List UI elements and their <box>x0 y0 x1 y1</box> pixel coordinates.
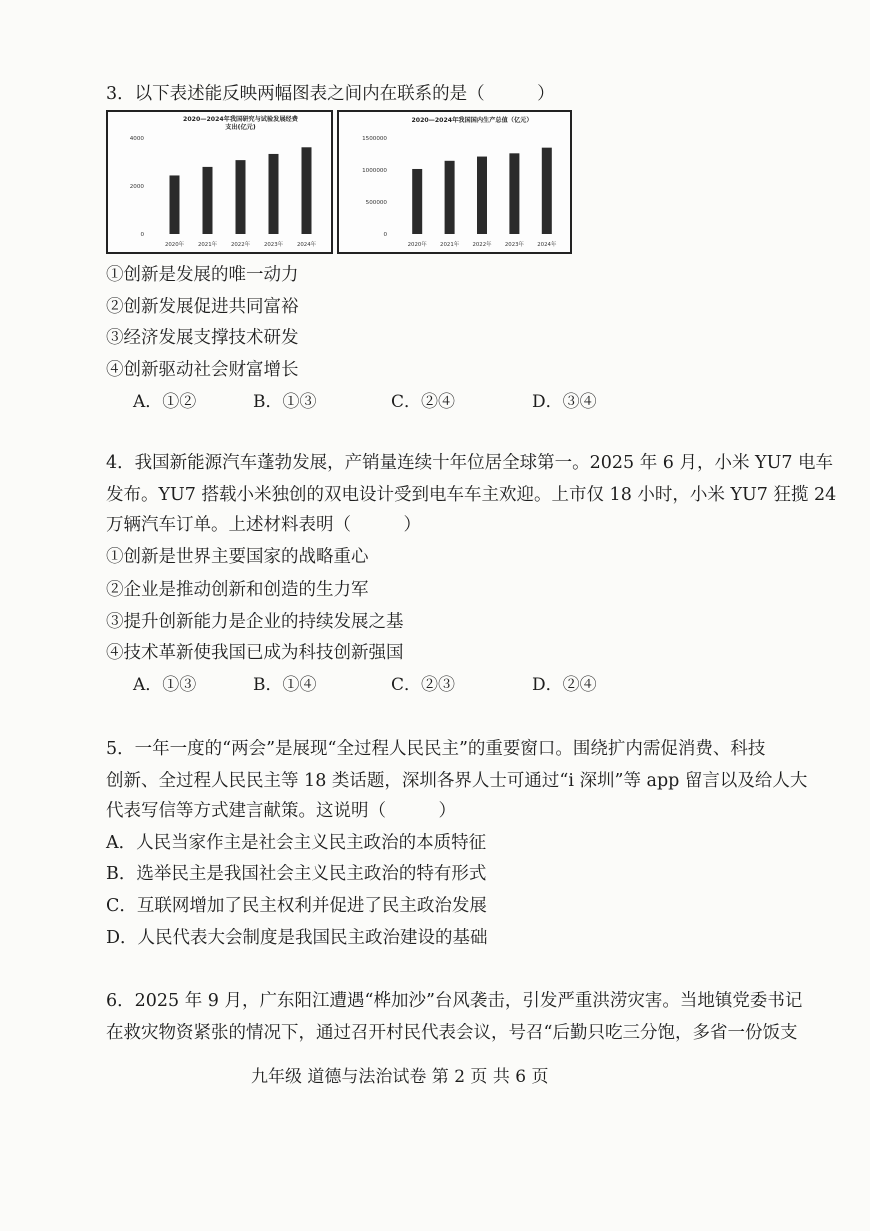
x-tick-label: 2021年 <box>197 242 218 248</box>
x-tick-label: 2020年 <box>407 242 427 248</box>
q6-line-2: 在救灾物资紧张的情况下，通过召开村民代表会议，号召“后勤只吃三分饱，多省一份饭支 <box>106 1023 798 1043</box>
q4-item-4: ④技术革新使我国已成为科技创新强国 <box>106 643 404 663</box>
q3-choice-c[interactable]: C．②④ <box>391 392 456 412</box>
q5-option-a[interactable]: A．人民当家作主是社会主义民主政治的本质特征 <box>106 833 487 853</box>
y-tick-label: 500000 <box>365 200 387 206</box>
q4-choice-b[interactable]: B．①④ <box>253 675 317 695</box>
q4-item-2: ②企业是推动创新和创造的生力军 <box>106 580 369 600</box>
bar <box>509 153 519 234</box>
q4-line-2: 发布。YU7 搭载小米独创的双电设计受到电车车主欢迎。上市仅 18 小时，小米 YU7 狂揽 24 <box>106 485 837 505</box>
q4-choice-c[interactable]: C．②③ <box>391 675 456 695</box>
q5-line-3: 代表写信等方式建言献策。这说明（ ） <box>106 801 456 821</box>
q4-line-3: 万辆汽车订单。上述材料表明（ ） <box>106 515 421 535</box>
bar <box>203 167 213 234</box>
bar <box>302 147 312 234</box>
q5-line-2: 创新、全过程人民民主等 18 类话题，深圳各界人士可通过“i 深圳”等 app 留言以及给人大 <box>106 771 808 791</box>
q5-option-c[interactable]: C．互联网增加了民主权利并促进了民主政治发展 <box>106 896 487 916</box>
q4-choice-a[interactable]: A．①③ <box>133 675 197 695</box>
q5-option-d[interactable]: D．人民代表大会制度是我国民主政治建设的基础 <box>106 928 488 948</box>
bar <box>542 148 552 234</box>
x-tick-label: 2022年 <box>472 242 492 248</box>
bar <box>236 160 246 234</box>
x-tick-label: 2023年 <box>263 242 284 248</box>
chart-title: 支出(亿元) <box>225 124 256 131</box>
y-tick-label: 2000 <box>129 184 144 190</box>
chart-gdp <box>337 110 572 254</box>
q3-item-3: ③经济发展支撑技术研发 <box>106 328 299 348</box>
y-tick-label: 0 <box>140 232 144 238</box>
bar <box>477 157 487 234</box>
q5-line-1: 5．一年一度的“两会”是展现“全过程人民民主”的重要窗口。围绕扩内需促消费、科技 <box>106 739 766 759</box>
y-tick-label: 0 <box>383 232 387 238</box>
q3-item-2: ②创新发展促进共同富裕 <box>106 297 299 317</box>
y-tick-label: 1000000 <box>362 168 387 174</box>
chart-title: 2020—2024年我国国内生产总值（亿元） <box>411 117 533 124</box>
q6-line-1: 6．2025 年 9 月，广东阳江遭遇“桦加沙”台风袭击，引发严重洪涝灾害。当地镇党委书记 <box>106 991 803 1011</box>
q4-item-3: ③提升创新能力是企业的持续发展之基 <box>106 612 404 632</box>
q3-choice-d[interactable]: D．③④ <box>532 392 597 412</box>
q3-choice-b[interactable]: B．①③ <box>253 392 317 412</box>
bar <box>445 161 455 234</box>
q4-line-1: 4．我国新能源汽车蓬勃发展，产销量连续十年位居全球第一。2025 年 6 月，小米 YU7 电车 <box>106 453 834 473</box>
bar <box>412 169 422 234</box>
x-tick-label: 2024年 <box>537 242 557 248</box>
y-tick-label: 4000 <box>129 136 144 142</box>
q4-choice-d[interactable]: D．②④ <box>532 675 597 695</box>
q3-stem: 3．以下表述能反映两幅图表之间内在联系的是（ ） <box>106 84 555 104</box>
y-tick-label: 1500000 <box>362 136 387 142</box>
q4-item-1: ①创新是世界主要国家的战略重心 <box>106 547 369 567</box>
q3-item-4: ④创新驱动社会财富增长 <box>106 360 299 380</box>
chart-gdp-svg <box>339 112 570 252</box>
x-tick-label: 2021年 <box>440 242 460 248</box>
chart-title: 2020—2024年我国研究与试验发展经费 <box>183 116 298 123</box>
chart-rd-expenditure <box>106 110 333 254</box>
bar <box>269 154 279 234</box>
x-tick-label: 2020年 <box>164 242 185 248</box>
q3-choice-a[interactable]: A．①② <box>133 392 197 412</box>
bar <box>170 175 180 234</box>
x-tick-label: 2023年 <box>504 242 524 248</box>
q3-item-1: ①创新是发展的唯一动力 <box>106 265 299 285</box>
q5-option-b[interactable]: B．选举民主是我国社会主义民主政治的特有形式 <box>106 864 487 884</box>
x-tick-label: 2022年 <box>230 242 251 248</box>
x-tick-label: 2024年 <box>296 242 317 248</box>
chart-rd-svg <box>108 112 331 252</box>
page-footer: 九年级 道德与法治试卷 第 2 页 共 6 页 <box>251 1067 549 1087</box>
